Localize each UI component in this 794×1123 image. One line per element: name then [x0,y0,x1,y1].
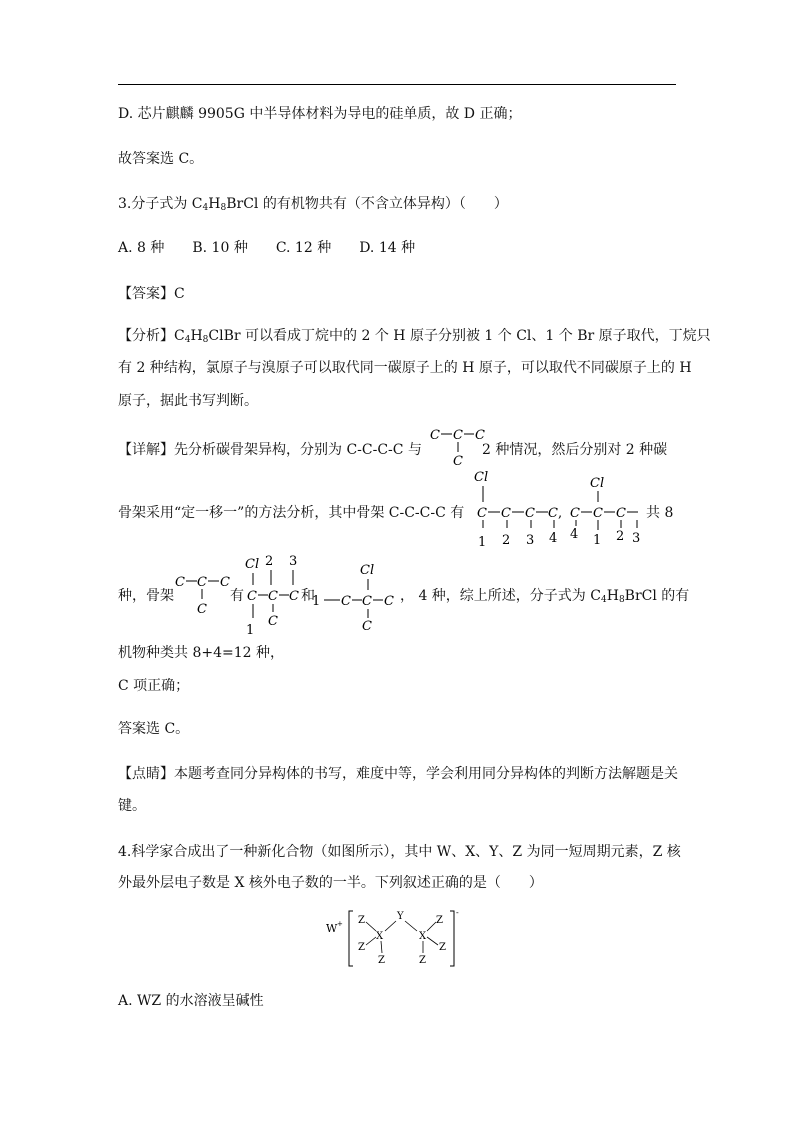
svg-text:Z: Z [358,942,365,953]
detail-line-3-d: ， 4 种，综上所述，分子式为 $C_4H_8BrCl$ 的有 [400,588,690,605]
final-answer: 答案选 C。 [118,721,190,737]
detail-line-1-b: 2 种情况，然后分别对 2 种碳 [482,442,668,458]
d-option-explanation: D. 芯片麒麟 9905G 中半导体材料为导电的硅单质，故 D 正确； [118,106,522,122]
svg-text:1: 1 [312,594,321,609]
question-4-option-a: A. WZ 的水溶液呈碱性 [118,993,264,1009]
svg-text:C: C [570,506,580,521]
butane-chain-a-numbered [474,468,569,553]
svg-text:Z: Z [419,955,426,966]
header-rule [118,84,676,85]
svg-text:2: 2 [502,533,511,548]
svg-text:3: 3 [632,531,641,546]
analysis-line-2: 有 2 种结构，氯原子与溴原子可以取代同一碳原子上的 H 原子，可以取代不同碳原子上的 H [118,360,692,376]
svg-text:3: 3 [289,554,298,569]
detail-line-1-a: 【详解】先分析碳骨架异构，分别为 C-C-C-C 与 [118,442,422,458]
svg-text:Cl: Cl [360,563,375,578]
isobutane-chlorinated-numbered [243,552,307,636]
svg-text:C: C [220,575,230,590]
svg-text:C: C [268,589,278,604]
c-correct: C 项正确； [118,678,190,694]
svg-text:Z: Z [436,915,443,926]
comment-line-2: 键。 [118,798,146,814]
svg-text:C: C [475,428,485,443]
question-3-options: A. 8 种 B. 10 种 C. 12 种 D. 14 种 [118,240,416,256]
svg-text:Cl: Cl [474,470,489,485]
svg-text:C: C [362,594,372,609]
question-4-line-1: 4.科学家合成出了一种新化合物（如图所示），其中 W、X、Y、Z 为同一短周期元素，Z 核 [118,844,681,860]
svg-text:1: 1 [478,535,487,550]
svg-text:C: C [616,506,626,521]
svg-text:C: C [477,506,487,521]
svg-text:C: C [453,428,463,443]
isobutane-skeleton-line3 [175,573,235,617]
svg-text:C: C [525,506,535,521]
svg-text:C: C [175,575,185,590]
svg-text:,: , [558,506,563,521]
detail-line-3-b: 有 [230,588,244,604]
svg-text:1: 1 [246,623,255,638]
svg-text:C: C [501,506,511,521]
analysis-line-3: 原子，据此书写判断。 [118,393,258,409]
tert-butyl-chloride-numbered [312,558,402,634]
svg-text:3: 3 [526,533,535,548]
svg-text:C: C [197,602,207,617]
answer-label: 【答案】C [118,286,185,302]
svg-text:+: + [337,920,343,928]
svg-text:C: C [548,506,558,521]
svg-text:C: C [268,614,278,629]
svg-text:2: 2 [616,529,625,544]
svg-text:X: X [376,931,384,942]
svg-text:C: C [197,575,207,590]
detail-line-2-b: 共 8 [646,505,674,521]
svg-text:4: 4 [570,527,579,542]
svg-text:Z: Z [358,915,365,926]
svg-text:C: C [247,589,257,604]
question-3-stem: 3.分子式为 $C_4H_8BrCl$ 的有机物共有（不含立体异构）（ ） [118,196,508,213]
analysis-line-1: 【分析】$C_4H_8ClBr$ 可以看成丁烷中的 2 个 H 原子分别被 1 个 Cl、1 个 Br 原子取代，丁烷只 [118,328,711,345]
isobutane-skeleton-inline [428,424,488,472]
detail-line-4: 机物种类共 8+4=12 种， [118,645,284,661]
detail-line-2-a: 骨架采用“定一移一”的方法分析，其中骨架 C-C-C-C 有 [118,505,465,521]
svg-text:C: C [362,619,372,634]
svg-text:Y: Y [397,911,404,922]
svg-text:Cl: Cl [590,476,605,491]
svg-text:C: C [430,428,440,443]
comment-line-1: 【点睛】本题考查同分异构体的书写，难度中等，学会利用同分异构体的判断方法解题是关 [118,766,678,782]
svg-text:Z: Z [378,955,385,966]
butane-chain-b-numbered [568,474,648,554]
svg-text:1: 1 [593,533,602,548]
svg-text:Cl: Cl [245,557,260,572]
previous-answer: 故答案选 C。 [118,151,204,167]
svg-text:4: 4 [549,531,558,546]
svg-text:Z: Z [439,942,446,953]
question-4-line-2: 外最外层电子数是 X 核外电子数的一半。下列叙述正确的是（ ） [118,875,543,891]
svg-text:C: C [341,594,351,609]
svg-text:2: 2 [265,554,274,569]
detail-line-3-a: 种，骨架 [118,588,174,604]
svg-text:C: C [289,589,299,604]
svg-text:C: C [453,454,463,469]
svg-text:X: X [419,931,427,942]
svg-text:W: W [326,922,338,935]
detail-line-3-c: 和 [301,588,315,604]
svg-text:C: C [384,594,394,609]
compound-structure-diagram [326,904,466,972]
svg-text:-: - [456,908,459,917]
svg-text:C: C [593,506,603,521]
